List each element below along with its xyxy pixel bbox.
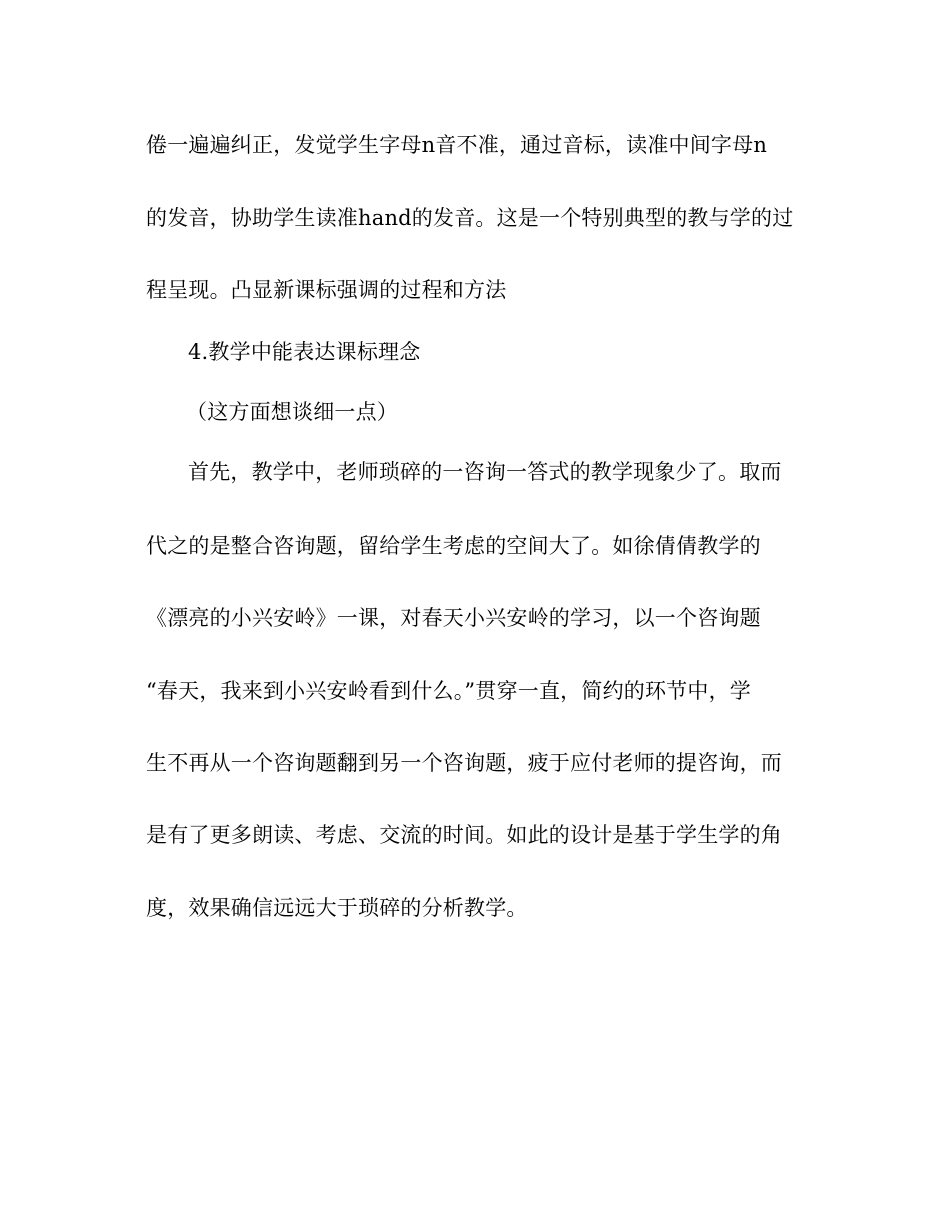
paragraph-line: 程呈现。凸显新课标强调的过程和方法 xyxy=(146,278,507,302)
paragraph-line: 《漂亮的小兴安岭》一课，对春天小兴安岭的学习，以一个咨询题 xyxy=(146,606,761,630)
paragraph-line: “春天，我来到小兴安岭看到什么。”贯穿一直，简约的环节中，学 xyxy=(146,679,751,703)
paragraph-line: 是有了更多朗读、考虑、交流的时间。如此的设计是基于学生学的角 xyxy=(146,823,782,847)
section-heading: 4.教学中能表达课标理念 xyxy=(188,340,421,364)
paragraph-line: 度，效果确信远远大于琐碎的分析教学。 xyxy=(146,896,528,920)
paragraph-line: 代之的是整合咨询题，留给学生考虑的空间大了。如徐倩倩教学的 xyxy=(146,534,761,558)
section-note: （这方面想谈细一点） xyxy=(186,400,398,424)
paragraph-line: 倦一遍遍纠正，发觉学生字母n音不准，通过音标，读准中间字母n xyxy=(146,133,768,157)
paragraph-line: 生不再从一个咨询题翻到另一个咨询题，疲于应付老师的提咨询，而 xyxy=(146,751,782,775)
paragraph-line: 首先，教学中，老师琐碎的一咨询一答式的教学现象少了。取而 xyxy=(188,460,782,484)
paragraph-line: 的发音，协助学生读准hand的发音。这是一个特别典型的教与学的过 xyxy=(146,206,794,230)
